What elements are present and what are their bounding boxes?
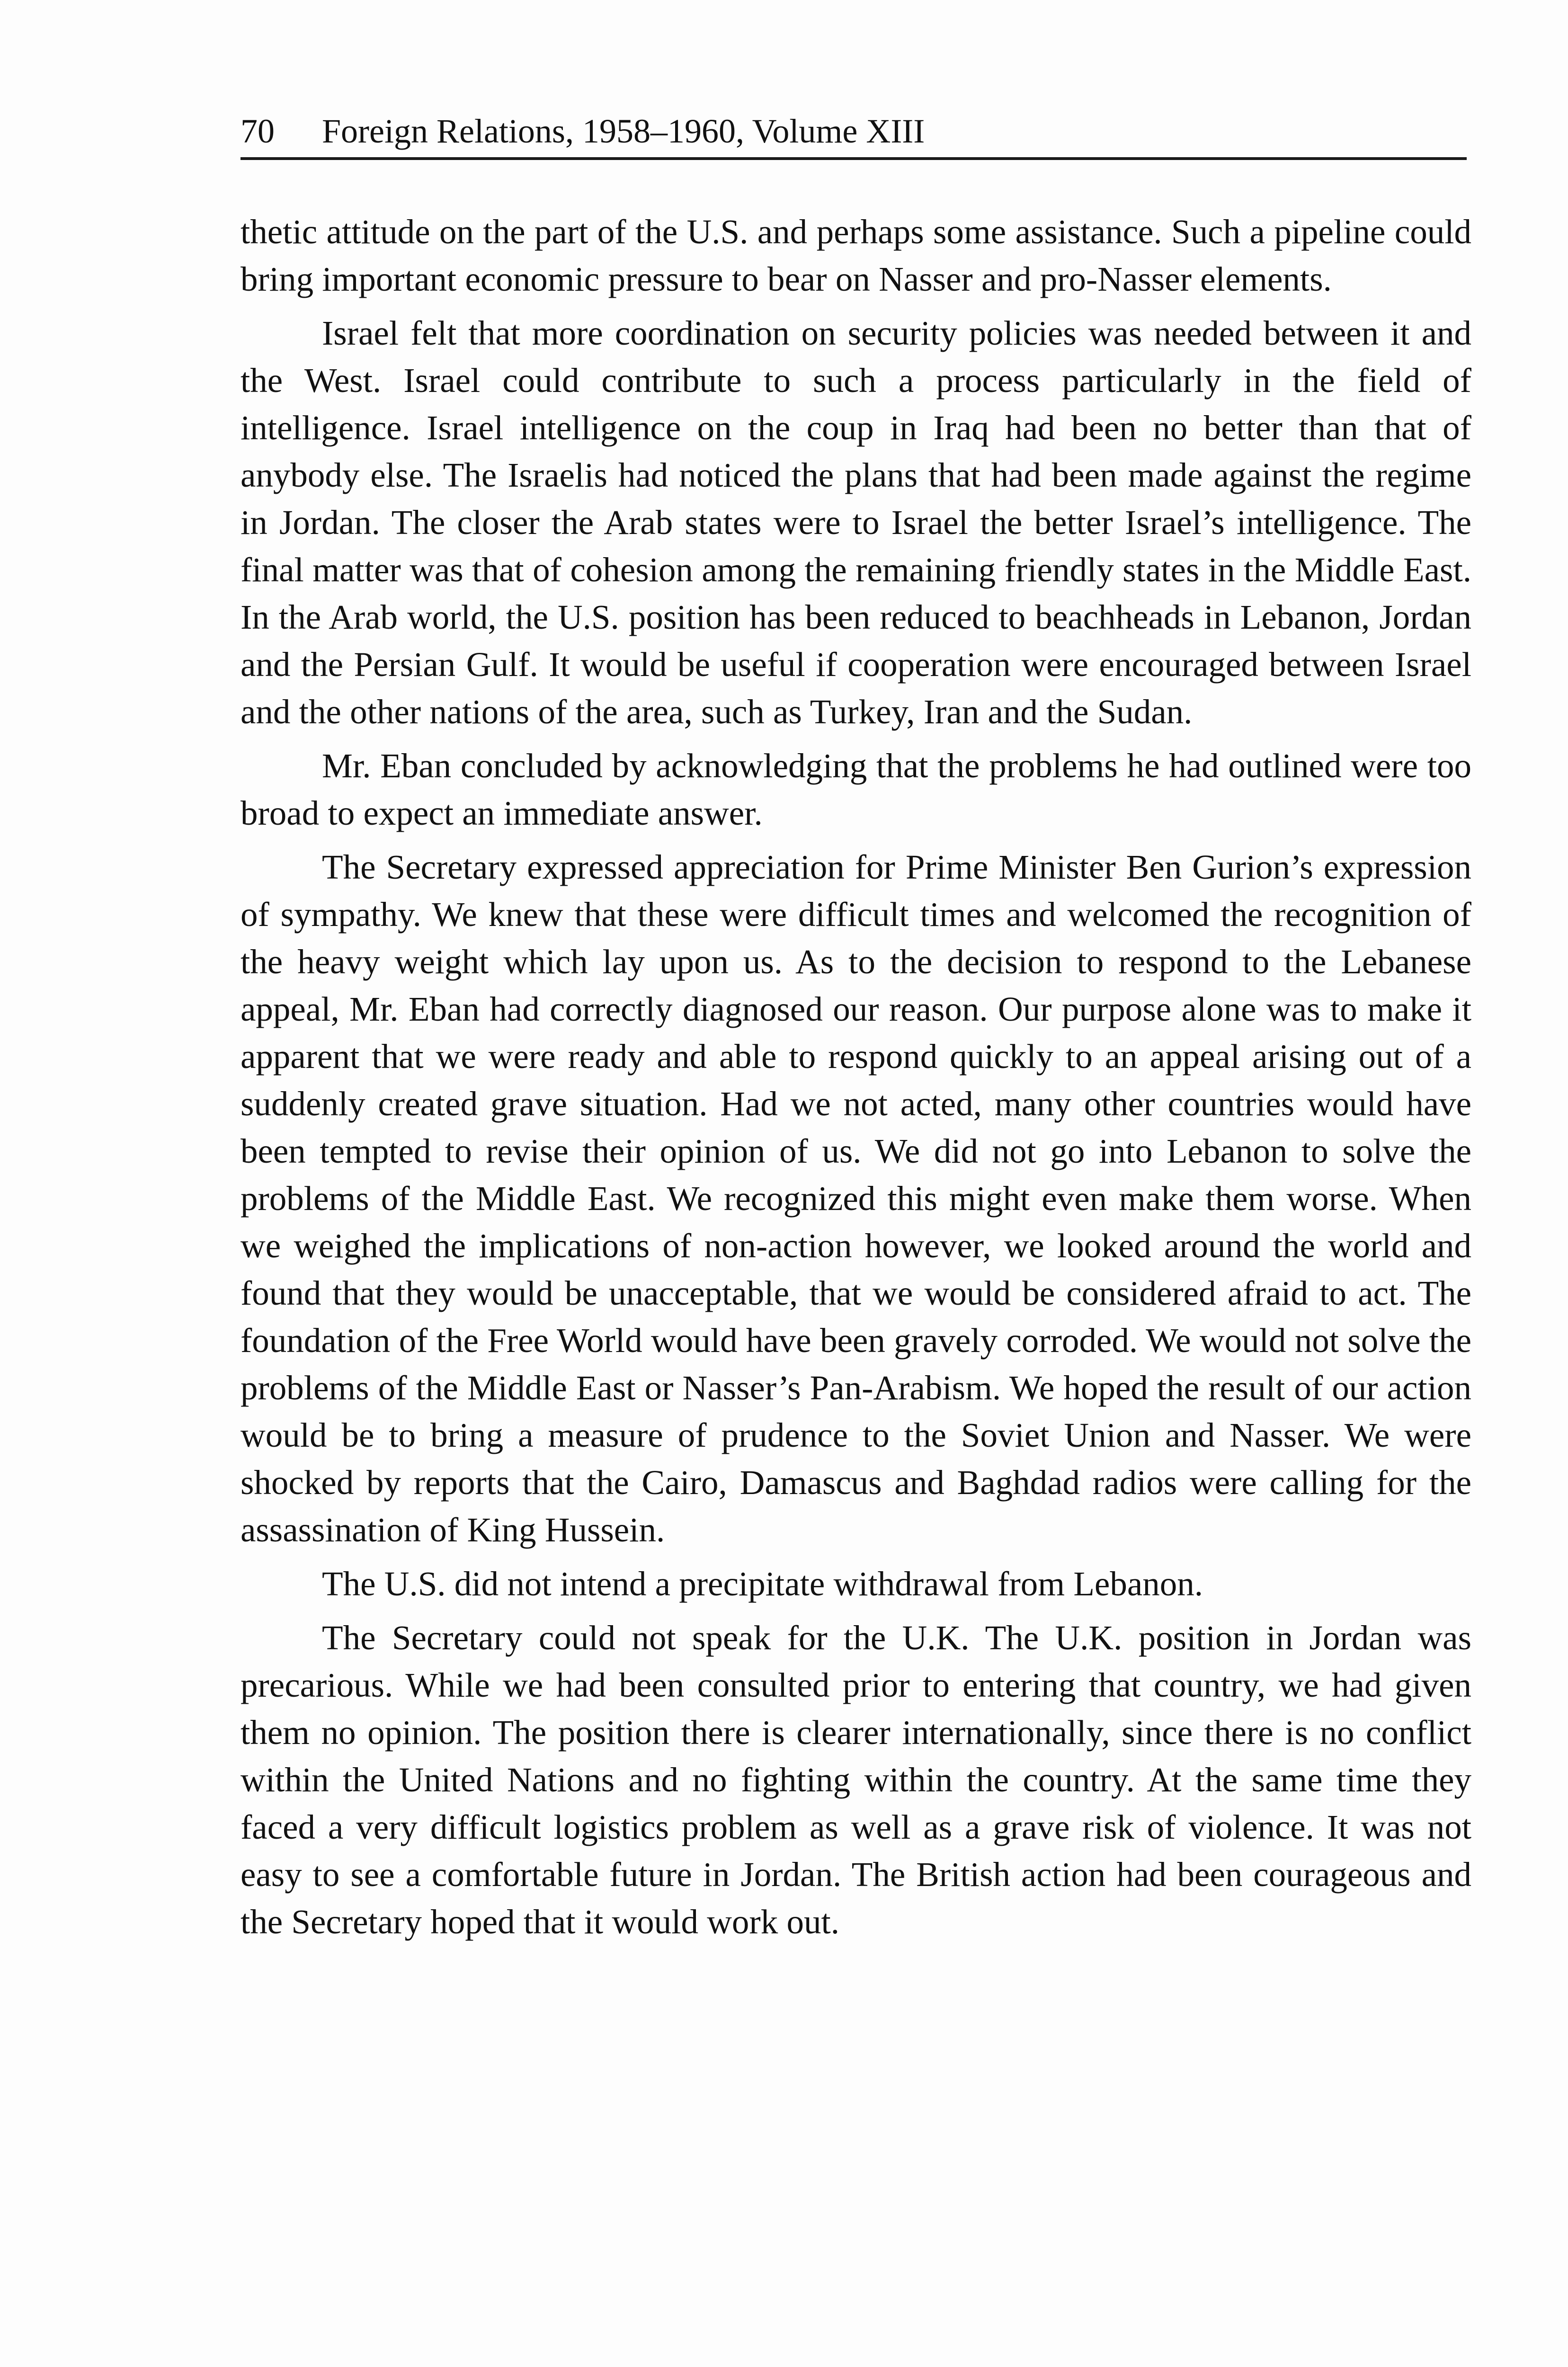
paragraph-uk-position: The Secretary could not speak for the U.K. The U.K. position in Jordan was precarious. While we had been consulted prior to entering that country, we had given them no opinion. The position there is clearer internationally, since there is no conflict within the United Nations and no fighting within the country. At the same time they faced a very difficult logistics problem as well as a grave risk of violence. It was not easy to see a comfortable future in Jordan. The British action had been courageous and the Secretary hoped that it would work out. — [241, 1619, 1471, 1941]
paragraph-eban-conclusion: Mr. Eban concluded by acknowledging that the problems he had outlined were too broad to expect an immediate answer. — [241, 747, 1471, 832]
page-header — [241, 108, 1467, 160]
page-number: 70 — [241, 112, 275, 150]
paragraph-continuation: thetic attitude on the part of the U.S. and perhaps some assistance. Such a pipeline could bring important economic pressure to bear on Nasser and pro-Nasser elements. — [241, 213, 1471, 298]
paragraph-lebanon-withdrawal: The U.S. did not intend a precipitate withdrawal from Lebanon. — [322, 1565, 1203, 1603]
paragraph-israel-coordination: Israel felt that more coordination on security policies was needed between it and the West. Israel could contribute to such a process particularly in the field of intelligence. Israel intelligence on the coup in Iraq had been no better than that of anybody else. The Israelis had noticed the plans that had been made against the regime in Jordan. The closer the Arab states were to Israel the better Israel’s intelligence. The final matter was that of cohesion among the remaining friendly states in the Middle East. In the Arab world, the U.S. position has been reduced to beachheads in Lebanon, Jordan and the Persian Gulf. It would be useful if cooperation were encouraged between Israel and the other nations of the area, such as Turkey, Iran and the Sudan. — [241, 314, 1471, 731]
body-text — [241, 208, 1471, 1952]
running-head: Foreign Relations, 1958–1960, Volume XIII — [322, 112, 925, 150]
paragraph-secretary-response: The Secretary expressed appreciation for Prime Minister Ben Gurion’s expression of sympathy. We knew that these were difficult times and welcomed the recognition of the heavy weight which lay upon us. As to the decision to respond to the Lebanese appeal, Mr. Eban had correctly diagnosed our reason. Our purpose alone was to make it apparent that we were ready and able to respond quickly to an appeal arising out of a suddenly created grave situation. Had we not acted, many other countries would have been tempted to revise their opinion of us. We did not go into Lebanon to solve the problems of the Middle East. We recognized this might even make them worse. When we weighed the implications of non-action however, we looked around the world and found that they would be unacceptable, that we would be considered afraid to act. The foundation of the Free World would have been gravely corroded. We would not solve the problems of the Middle East or Nasser’s Pan-Arabism. We hoped the result of our action would be to bring a measure of prudence to the Soviet Union and Nasser. We were shocked by reports that the Cairo, Damascus and Baghdad radios were calling for the assassination of King Hussein. — [241, 848, 1471, 1549]
